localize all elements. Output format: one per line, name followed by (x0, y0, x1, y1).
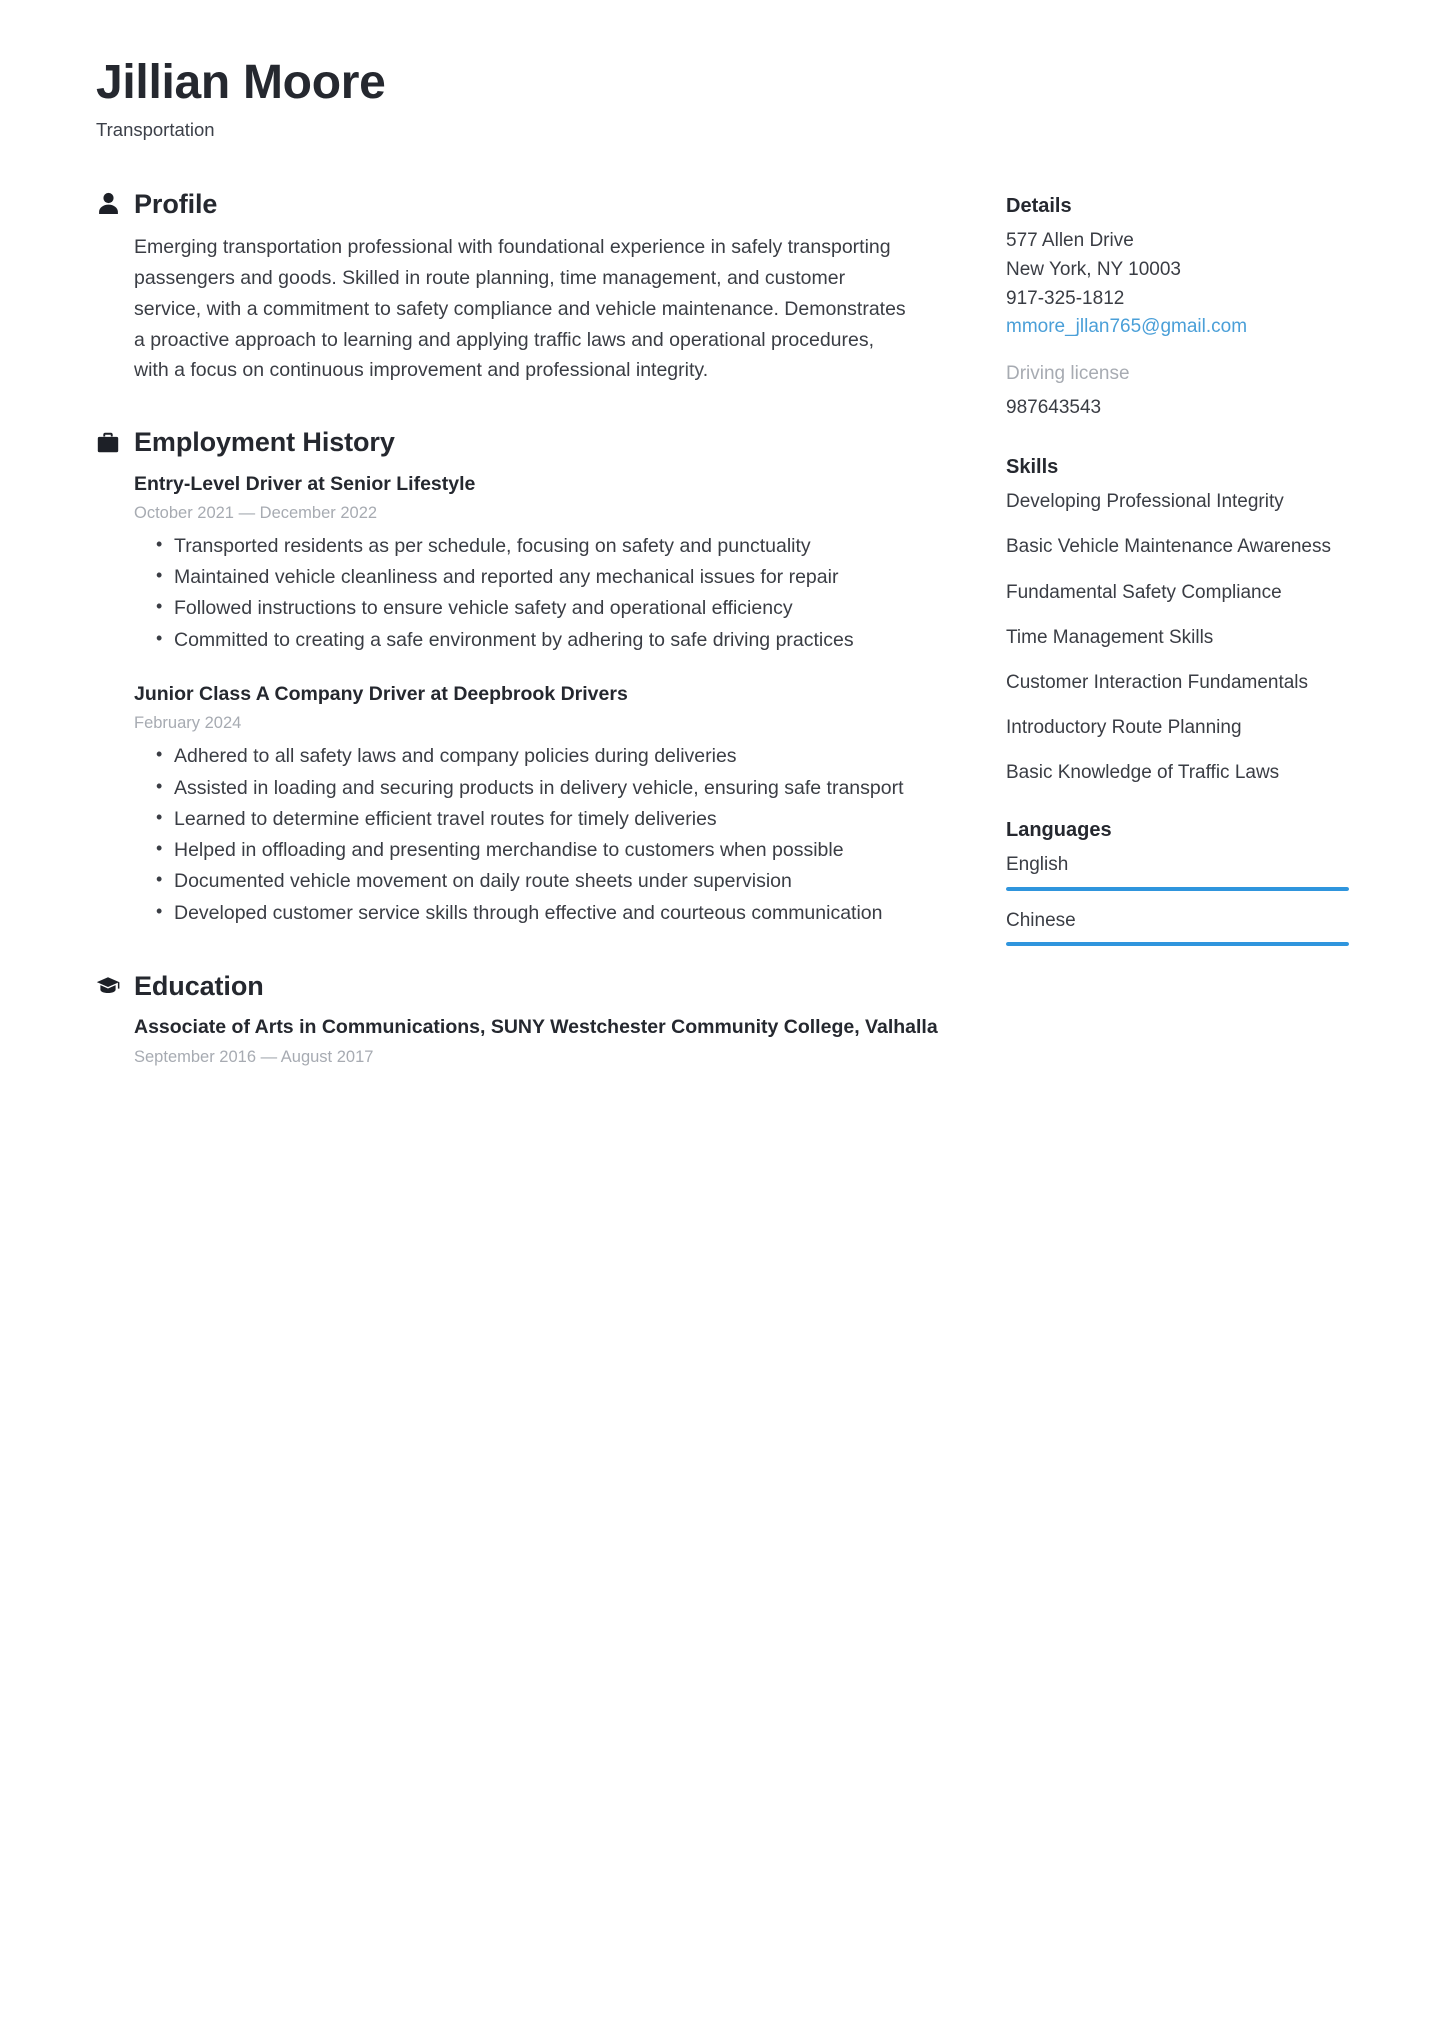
person-icon (96, 191, 120, 217)
sidebar-column (1006, 188, 1351, 976)
education-entry-date: September 2016 — August 2017 (134, 1047, 374, 1066)
detail-driving-license-label: Driving license (1006, 363, 1130, 385)
detail-city-state-zip: New York, NY 10003 (1006, 258, 1181, 280)
skill-item: Developing Professional Integrity (1006, 491, 1284, 513)
sidebar-title-skills: Skills (1006, 456, 1059, 479)
employment-entry (134, 681, 951, 928)
skill-item: Basic Vehicle Maintenance Awareness (1006, 536, 1331, 558)
language-name: Chinese (1006, 909, 1076, 931)
resume-body (96, 188, 1366, 1079)
skill-item: Fundamental Safety Compliance (1006, 581, 1282, 603)
sidebar-languages-block (1006, 817, 1351, 946)
briefcase-icon (96, 429, 120, 455)
skill-item: Introductory Route Planning (1006, 716, 1242, 738)
section-body-employment (96, 471, 951, 928)
employment-entry-date: February 2024 (134, 714, 242, 733)
language-level-track (1006, 887, 1349, 891)
profile-text: Emerging transportation professional with foundational experience in safely transporting passengers and goods. Skilled in route planning, time management, and customer service, with a commitment to safety compliance and vehicle maintenance. Demonstrates a proactive approach to learning and applying traffic laws and operational procedures, with a focus on continuous improvement and professional integrity. (134, 236, 906, 382)
detail-phone: 917-325-1812 (1006, 287, 1125, 309)
language-level-fill (1006, 942, 1349, 946)
detail-driving-license-value: 987643543 (1006, 396, 1102, 418)
graduation-cap-icon (96, 973, 120, 999)
list-item: • Developed customer service skills through effective and courteous communication (134, 899, 934, 928)
list-item: • Learned to determine efficient travel routes for timely deliveries (134, 805, 934, 834)
detail-address: 577 Allen Drive (1006, 229, 1134, 251)
employment-entry-bullets (134, 742, 951, 928)
employment-entry-title: Entry-Level Driver at Senior Lifestyle (134, 472, 476, 495)
sidebar-skills-block (1006, 454, 1351, 787)
skill-item: Customer Interaction Fundamentals (1006, 671, 1309, 693)
language-level-track (1006, 942, 1349, 946)
page-title: Jillian Moore (96, 56, 386, 109)
job-title-subtitle: Transportation (96, 118, 215, 140)
sidebar-title-languages: Languages (1006, 819, 1112, 842)
skill-item: Basic Knowledge of Traffic Laws (1006, 761, 1280, 783)
employment-entry-bullets (134, 532, 951, 655)
list-item: • Helped in offloading and presenting merchandise to customers when possible (134, 836, 934, 865)
list-item: • Documented vehicle movement on daily route sheets under supervision (134, 867, 934, 896)
section-body-profile (96, 232, 951, 386)
list-item: • Committed to creating a safe environment by adhering to safe driving practices (134, 626, 934, 655)
list-item: • Transported residents as per schedule, focusing on safety and punctuality (134, 532, 934, 561)
section-profile (96, 188, 951, 386)
section-header-profile (96, 188, 951, 220)
language-item (1006, 907, 1351, 947)
employment-entry (134, 471, 951, 655)
employment-entry-date: October 2021 — December 2022 (134, 503, 378, 522)
list-item: • Adhered to all safety laws and company policies during deliveries (134, 742, 934, 771)
section-employment-history (96, 426, 951, 928)
section-header-employment (96, 426, 951, 458)
section-title-education: Education (134, 970, 264, 1001)
section-body-education (96, 1014, 951, 1068)
language-name: English (1006, 854, 1069, 876)
language-level-fill (1006, 887, 1349, 891)
detail-email-link[interactable]: mmore_jllan765@gmail.com (1006, 316, 1248, 338)
sidebar-title-details: Details (1006, 194, 1072, 217)
education-entry-title: Associate of Arts in Communications, SUNY Westchester Community College, Valhalla (134, 1016, 938, 1039)
main-column (96, 188, 951, 1079)
section-education (96, 970, 951, 1069)
employment-entry-title: Junior Class A Company Driver at Deepbrook Drivers (134, 682, 628, 705)
language-item (1006, 851, 1351, 891)
section-title-employment: Employment History (134, 427, 395, 458)
education-entry (134, 1014, 951, 1068)
list-item: • Maintained vehicle cleanliness and reported any mechanical issues for repair (134, 563, 934, 592)
list-item: • Assisted in loading and securing products in delivery vehicle, ensuring safe transport (134, 774, 934, 803)
resume-header (96, 56, 1366, 142)
list-item: • Followed instructions to ensure vehicle safety and operational efficiency (134, 594, 934, 623)
section-title-profile: Profile (134, 188, 218, 219)
section-header-education (96, 970, 951, 1002)
skill-item: Time Management Skills (1006, 626, 1214, 648)
sidebar-details-block (1006, 193, 1351, 423)
